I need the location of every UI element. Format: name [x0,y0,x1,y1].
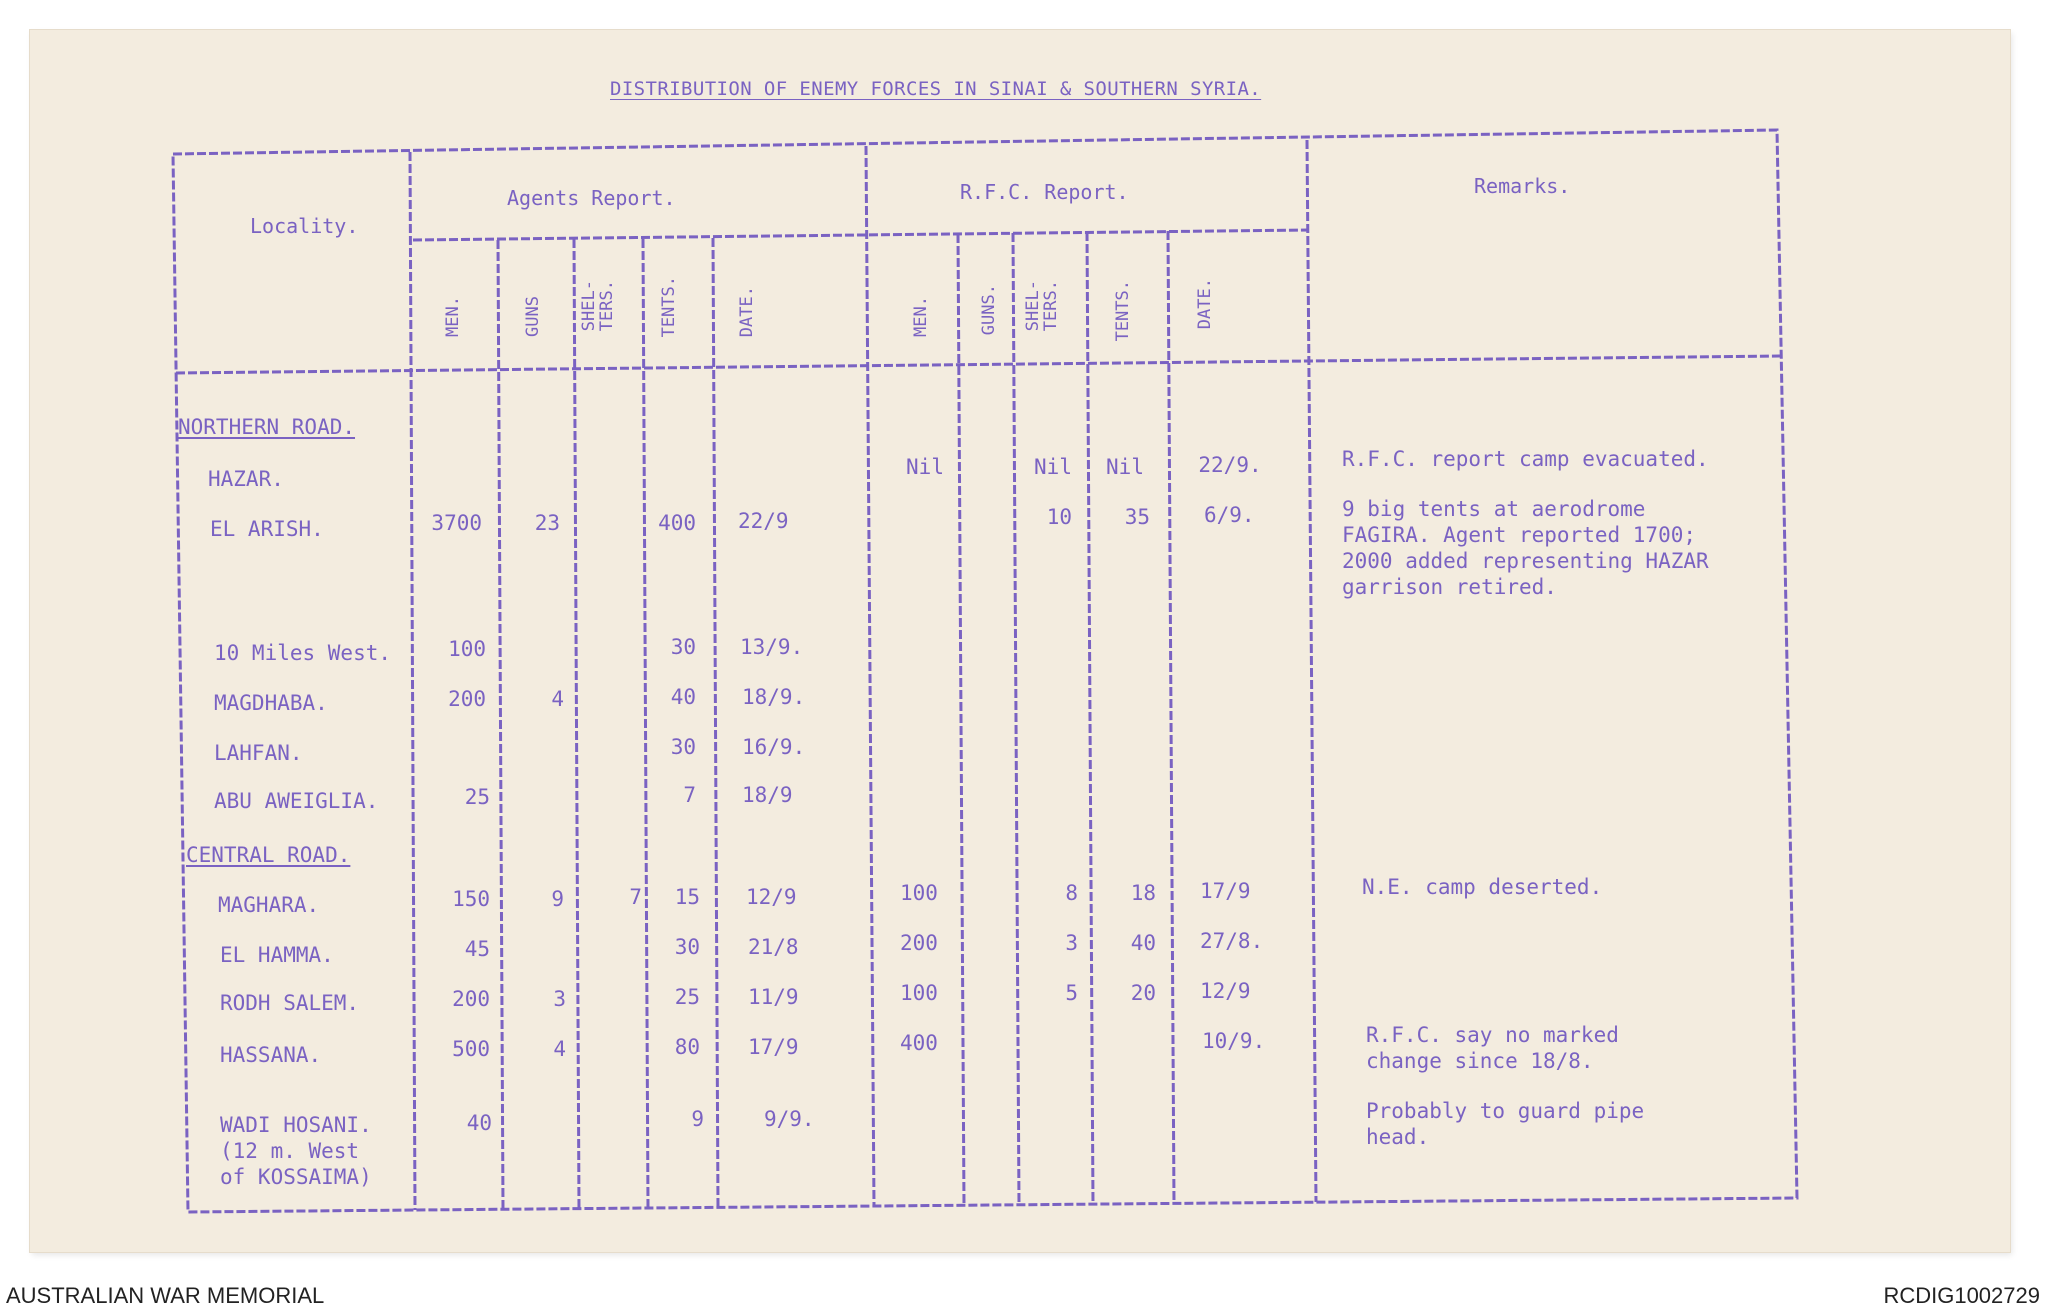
header-rfc-tents: TENTS. [1113,280,1133,342]
row-rfc-shelters: 8 [1065,881,1078,905]
header-rfc-men: MEN. [911,296,931,337]
row-tents: 25 [674,985,700,1009]
row-date: 18/9. [742,685,806,709]
row-remarks: 9 big tents at aerodrome FAGIRA. Agent reported 1700; 2000 added representing HAZAR garrison retired. [1342,497,1709,599]
row-rfc-tents: 18 [1130,881,1156,905]
row-date: 17/9 [748,1035,799,1059]
row-remarks: Probably to guard pipe head. [1366,1099,1645,1149]
row-rfc-shelters: 3 [1065,931,1078,955]
row-rfc-date: 22/9. [1198,453,1262,477]
row-remarks: N.E. camp deserted. [1362,875,1603,899]
row-date: 13/9. [740,635,804,659]
row-remarks: R.F.C. say no marked change since 18/8. [1366,1023,1619,1073]
row-remarks: R.F.C. report camp evacuated. [1342,447,1709,471]
row-locality: EL HAMMA. [220,943,334,967]
row-tents: 400 [658,511,696,535]
row-men: 25 [464,785,490,809]
row-men: 200 [452,987,490,1011]
document-title: DISTRIBUTION OF ENEMY FORCES IN SINAI & SOUTHERN SYRIA. [610,78,1262,100]
footer-institution: AUSTRALIAN WAR MEMORIAL [6,1283,325,1308]
row-locality: WADI HOSANI. (12 m. West of KOSSAIMA) [220,1113,372,1189]
row-locality: MAGDHABA. [214,691,328,715]
row-locality: 10 Miles West. [214,641,392,665]
header-rfc-guns: GUNS. [979,284,999,336]
row-locality: HASSANA. [220,1043,322,1067]
header-date: DATE. [737,286,757,338]
row-locality: ABU AWEIGLIA. [214,789,379,813]
row-men: 3700 [431,511,482,535]
header-men: MEN. [443,296,463,337]
row-men: 40 [466,1111,492,1135]
row-tents: 30 [674,935,700,959]
row-guns: 4 [553,1037,566,1061]
header-locality: Locality. [250,214,359,238]
row-rfc-shelters: 5 [1065,981,1078,1005]
row-rfc-shelters: 10 [1046,505,1072,529]
section-northern-road: NORTHERN ROAD. [178,415,356,439]
row-locality: LAHFAN. [214,741,303,765]
header-rfc-shelters: SHEL- TERS. [1023,280,1061,332]
row-men: 500 [452,1037,490,1061]
row-rfc-men: 100 [900,881,938,905]
row-men: 100 [448,637,486,661]
row-date: 21/8 [748,935,799,959]
header-shelters: SHEL- TERS. [579,280,617,332]
row-men: 150 [452,887,490,911]
row-locality: EL ARISH. [210,517,324,541]
row-rfc-date: 10/9. [1202,1029,1266,1053]
header-agents-report: Agents Report. [507,186,676,210]
row-guns: 4 [551,687,564,711]
header-remarks: Remarks. [1474,174,1571,198]
row-rfc-tents: 20 [1130,981,1156,1005]
header-rfc-report: R.F.C. Report. [960,180,1129,204]
row-guns: 9 [551,887,564,911]
row-rfc-tents: 35 [1124,505,1150,529]
row-tents: 40 [670,685,696,709]
row-men: 200 [448,687,486,711]
header-tents: TENTS. [659,276,679,338]
header-rfc-date: DATE. [1195,278,1215,330]
row-rfc-date: 17/9 [1200,879,1251,903]
row-rfc-men: Nil [906,455,944,479]
row-rfc-date: 27/8. [1200,929,1264,953]
footer-catalog-id: RCDIG1002729 [1883,1283,2040,1308]
row-date: 12/9 [746,885,797,909]
row-tents: 7 [683,783,696,807]
row-tents: 9 [691,1107,704,1131]
row-tents: 15 [674,885,700,909]
row-rfc-date: 6/9. [1204,503,1255,527]
section-central-road: CENTRAL ROAD. [186,843,351,867]
row-date: 22/9 [738,509,789,533]
row-rfc-date: 12/9 [1200,979,1251,1003]
row-locality: RODH SALEM. [220,991,360,1015]
row-date: 9/9. [764,1107,815,1131]
row-tents: 80 [674,1035,700,1059]
row-locality: HAZAR. [208,467,284,491]
row-men: 45 [464,937,490,961]
row-shelters: 7 [629,885,642,909]
row-guns: 3 [553,987,566,1011]
row-rfc-tents: 40 [1130,931,1156,955]
row-rfc-men: 400 [900,1031,938,1055]
row-rfc-tents: Nil [1106,455,1144,479]
row-tents: 30 [670,635,696,659]
header-guns: GUNS [523,296,543,337]
row-rfc-shelters: Nil [1034,455,1072,479]
row-date: 18/9 [742,783,793,807]
row-date: 11/9 [748,985,799,1009]
row-tents: 30 [670,735,696,759]
row-rfc-men: 100 [900,981,938,1005]
row-date: 16/9. [742,735,806,759]
row-guns: 23 [534,511,560,535]
row-rfc-men: 200 [900,931,938,955]
row-locality: MAGHARA. [218,893,320,917]
